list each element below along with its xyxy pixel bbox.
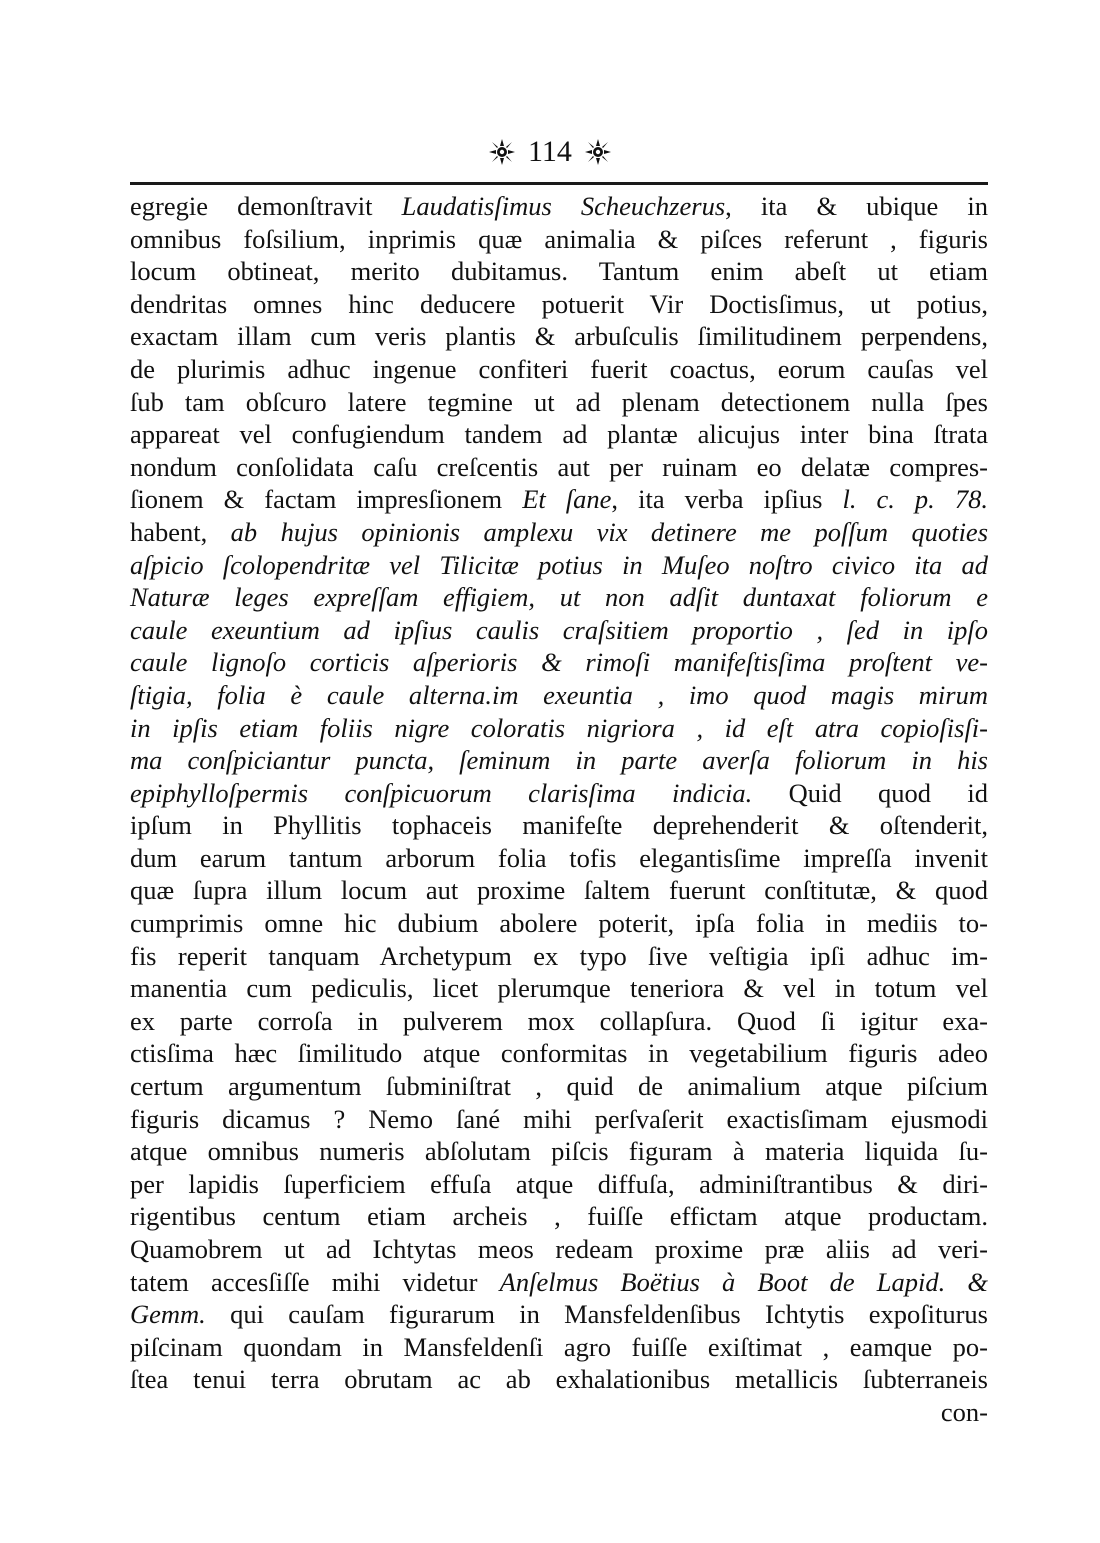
text-segment: qui cauſam figurarum in Mansfeldenſibus Ichtytis expoſiturus	[205, 1299, 988, 1330]
running-header	[0, 132, 1100, 172]
text-line	[130, 1070, 988, 1103]
italic-text-segment: caule lignoſo corticis aſperioris & rimoſi manifeſtisſima proſtent ve-	[130, 647, 988, 678]
italic-text-segment: in ipſis etiam foliis nigre coloratis nigriora , id eſt atra copioſisſi-	[130, 712, 988, 743]
text-segment: per lapidis ſuperficiem effuſa atque diffuſa, adminiſtrantibus & diri-	[130, 1168, 988, 1199]
italic-text-segment: ma conſpiciantur puncta, ſeminum in parte averſa foliorum in his	[130, 745, 988, 776]
text-segment: exactam illam cum veris plantis & arbuſculis ſimilitudinem perpendens,	[130, 321, 988, 352]
body-text	[130, 190, 988, 1429]
text-segment: cumprimis omne hic dubium abolere poterit, ipſa folia in mediis to-	[130, 908, 988, 939]
text-segment: Quamobrem ut ad Ichtytas meos redeam proxime præ aliis ad veri-	[130, 1234, 988, 1264]
text-segment: fis reperit tanquam Archetypum ex typo ſive veſtigia ipſi adhuc im-	[130, 940, 988, 971]
text-line	[130, 907, 988, 940]
text-segment: ſub tam obſcuro latere tegmine ut ad plenam detectionem nulla ſpes	[130, 386, 988, 417]
floral-ornament-icon	[584, 138, 612, 166]
text-segment: ex parte corroſa in pulverem mox collapſura. Quod ſi igitur exa-	[130, 1005, 988, 1036]
text-segment: de plurimis adhuc ingenue confiteri fuerit coactus, eorum cauſas vel	[130, 353, 988, 384]
text-segment: quæ ſupra illum locum aut proxime ſaltem fuerunt conſtitutæ, & quod	[130, 875, 988, 906]
text-line	[130, 842, 988, 875]
text-line	[130, 679, 988, 712]
text-segment: piſcinam quondam in Mansfeldenſi agro fuiſſe exiſtimat , eamque po-	[130, 1331, 988, 1362]
italic-text-segment: l. c. p. 78.	[842, 484, 988, 515]
italic-text-segment: Anſelmus Boëtius à Boot de Lapid. &	[499, 1266, 988, 1297]
text-line	[130, 1266, 988, 1299]
text-line	[130, 320, 988, 353]
text-line	[130, 712, 988, 745]
text-segment: , ita & ubique in	[725, 191, 989, 221]
text-line	[130, 223, 988, 256]
text-line	[130, 614, 988, 647]
text-segment: dum earum tantum arborum folia tofis elegantisſime impreſſa invenit	[130, 842, 988, 873]
text-line	[130, 874, 988, 907]
text-segment: tatem accesſiſſe mihi videtur	[130, 1266, 500, 1297]
text-line	[130, 1233, 988, 1266]
text-line	[130, 646, 988, 679]
italic-text-segment: aſpicio ſcolopendritæ vel Tilicitæ potius in Muſeo noſtro civico ita ad	[130, 549, 988, 580]
page-number: 114	[528, 135, 572, 168]
text-segment: habent,	[130, 516, 231, 547]
text-line	[130, 972, 988, 1005]
floral-ornament-icon	[488, 138, 516, 166]
italic-text-segment: Naturæ leges expreſſam effigiem, ut non adſit duntaxat foliorum e	[130, 582, 988, 613]
text-segment: figuris dicamus ? Nemo ſané mihi perſvaſerit exactisſimam ejusmodi	[130, 1103, 988, 1134]
text-line	[130, 418, 988, 451]
italic-text-segment: ſtigia, folia è caule alterna.im exeuntia , imo quod magis mirum	[130, 679, 988, 710]
text-line	[130, 386, 988, 419]
italic-text-segment: Gemm.	[130, 1299, 206, 1330]
text-line	[130, 1103, 988, 1136]
text-segment: certum argumentum ſubminiſtrat , quid de animalium atque piſcium	[130, 1071, 988, 1102]
text-segment: egregie demonſtravit	[130, 191, 402, 221]
text-segment: locum obtineat, merito dubitamus. Tantum enim abeſt ut etiam	[130, 256, 988, 287]
text-segment: omnibus foſsilium, inprimis quæ animalia & piſces referunt , figuris	[130, 223, 988, 254]
text-segment: ipſum in Phyllitis tophaceis manifeſte deprehenderit & oſtenderit,	[130, 810, 988, 841]
text-segment: ſtea tenui terra obrutam ac ab exhalationibus metallicis ſubterraneis	[130, 1364, 988, 1395]
text-line	[130, 451, 988, 484]
italic-text-segment: caule exeuntium ad ipſius caulis craſsitiem proportio , ſed in ipſo	[130, 614, 988, 645]
text-line	[130, 1298, 988, 1331]
text-segment: nondum conſolidata caſu creſcentis aut per ruinam eo delatæ compres-	[130, 451, 988, 482]
text-segment: ſionem & factam impresſionem	[130, 484, 523, 515]
text-segment: appareat vel confugiendum tandem ad plantæ alicujus inter bina ſtrata	[130, 419, 988, 450]
text-line	[130, 1363, 988, 1396]
text-line	[130, 1005, 988, 1038]
text-line	[130, 549, 988, 582]
text-line	[130, 1200, 988, 1233]
catchword: con-	[940, 1396, 988, 1427]
header-rule	[130, 182, 988, 185]
text-segment: dendritas omnes hinc deducere potuerit Vir Doctisſimus, ut potius,	[130, 288, 988, 319]
italic-text-segment: Et ſane	[522, 484, 612, 515]
text-line	[130, 581, 988, 614]
text-segment: , ita verba ipſius	[611, 484, 843, 515]
text-line	[130, 1037, 988, 1070]
text-line	[130, 516, 988, 549]
text-line	[130, 353, 988, 386]
text-line	[130, 483, 988, 516]
text-line	[130, 809, 988, 842]
text-line	[130, 1331, 988, 1364]
text-segment: manentia cum pediculis, licet plerumque teneriora & vel in totum vel	[130, 973, 988, 1004]
text-line	[130, 777, 988, 810]
text-segment: ctisſima hæc ſimilitudo atque conformitas in vegetabilium figuris adeo	[130, 1038, 988, 1069]
text-segment: Quid quod id	[752, 777, 988, 808]
text-segment: atque omnibus numeris abſolutam piſcis figuram à materia liquida ſu-	[130, 1136, 988, 1167]
text-line	[130, 940, 988, 973]
text-line	[130, 1135, 988, 1168]
italic-text-segment: ab hujus opinionis amplexu vix detinere me poſſum quoties	[230, 516, 989, 547]
text-line	[130, 744, 988, 777]
italic-text-segment: epiphylloſpermis conſpicuorum clarisſima indicia.	[130, 777, 753, 808]
italic-text-segment: Laudatisſimus Scheuchzerus	[401, 191, 726, 221]
text-line	[130, 190, 988, 223]
text-line	[130, 288, 988, 321]
text-segment: rigentibus centum etiam archeis , fuiſſe effictam atque productam.	[130, 1201, 988, 1232]
text-line	[130, 1168, 988, 1201]
text-line	[130, 255, 988, 288]
